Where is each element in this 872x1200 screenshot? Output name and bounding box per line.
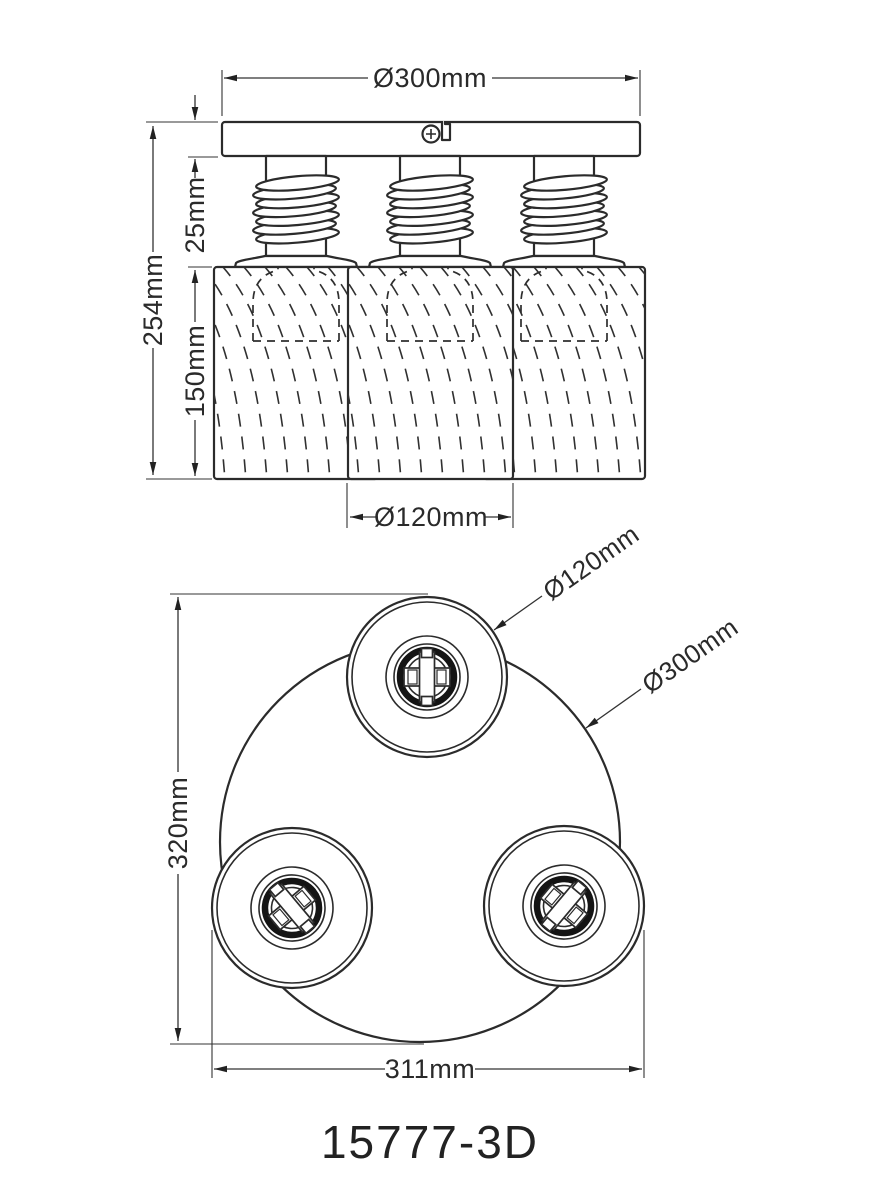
leader-shade-diameter: Ø120mm: [537, 518, 645, 607]
dim-total-height: 254mm: [138, 253, 168, 347]
leader-plate-diameter: Ø300mm: [636, 611, 744, 700]
shade-top-bottomview: [347, 597, 507, 757]
side-view: [138, 63, 704, 532]
dim-shade-diameter-side: Ø120mm: [373, 502, 489, 532]
dim-overall-height: 320mm: [163, 776, 193, 870]
bottom-view: [163, 519, 744, 1084]
model-number: 15777-3D: [320, 1116, 540, 1168]
dim-plate-thickness: 25mm: [180, 176, 210, 254]
shade-bottomright-bottomview: [484, 826, 644, 986]
socket-top: [386, 636, 468, 718]
dim-overall-width: 311mm: [384, 1054, 476, 1084]
shade-bottomleft-bottomview: [212, 828, 372, 988]
dim-shade-height: 150mm: [180, 324, 210, 418]
dim-plate-diameter-side: Ø300mm: [372, 63, 488, 93]
lamp-stems: [235, 156, 625, 267]
